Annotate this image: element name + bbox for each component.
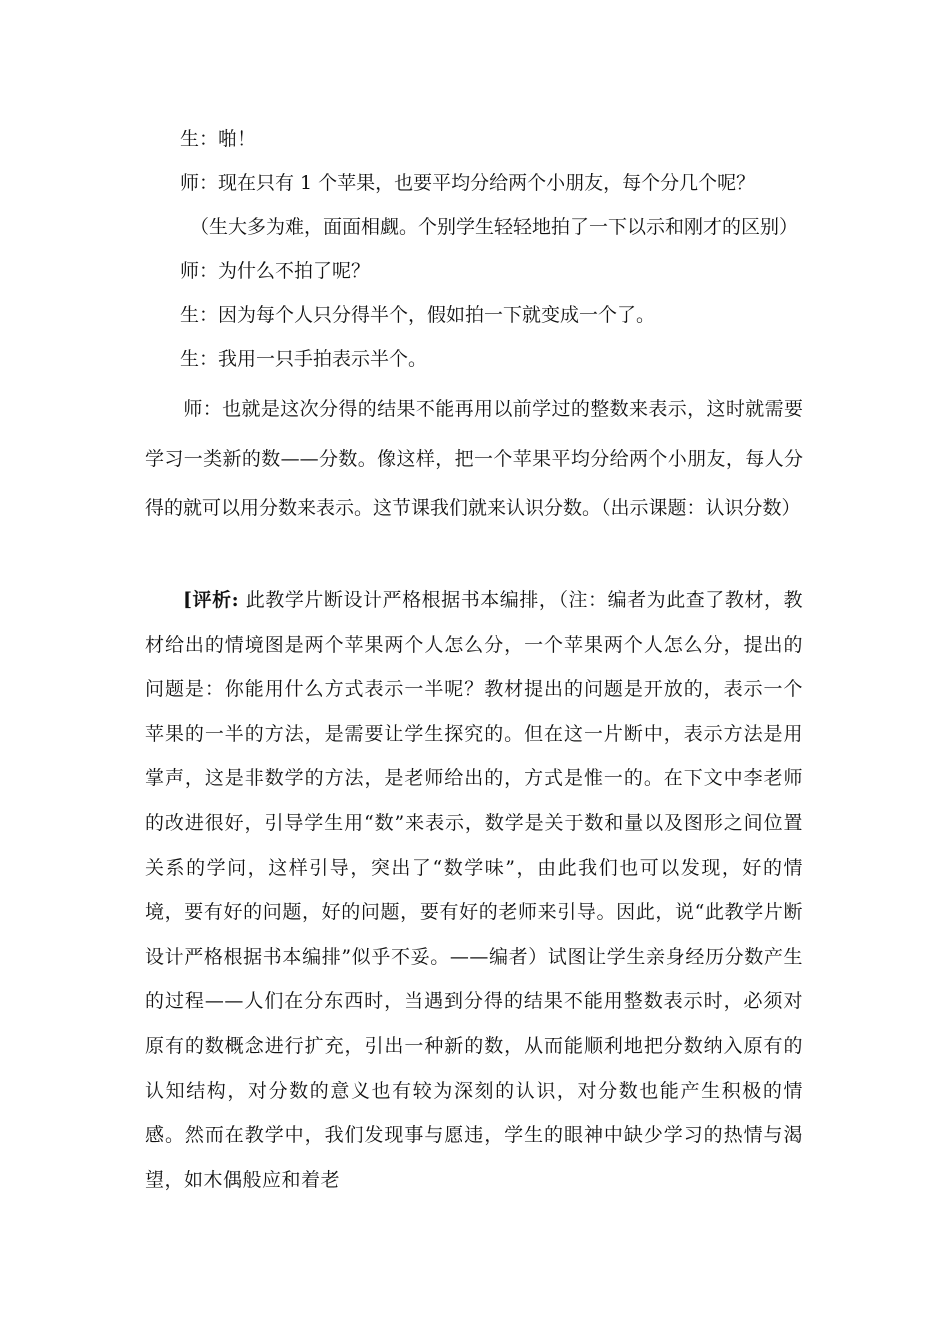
dialogue-line-teacher-question: 师：现在只有 1 个苹果，也要平均分给两个小朋友，每个分几个呢？ bbox=[180, 172, 756, 194]
teacher-paragraph-text: 师：也就是这次分得的结果不能再用以前学过的整数来表示，这时就需要学习一类新的数——分数。像这样，把一个苹果平均分给两个小朋友，每人分得的就可以用分数来表示。这节课我们就来认识分数。（出示课题：认识分数） bbox=[145, 398, 803, 520]
dialogue-line-student-clap: 生：啪！ bbox=[180, 128, 257, 150]
dialogue-line-teacher-why: 师：为什么不拍了呢？ bbox=[180, 260, 371, 282]
comment-label: [评析: bbox=[183, 589, 240, 611]
comment-text: 此教学片断设计严格根据书本编排，（注：编者为此查了教材，教材给出的情境图是两个苹果两个人怎么分，一个苹果两个人怎么分，提出的问题是：你能用什么方式表示一半呢？教材提出的问题是开放的，表示一个苹果的一半的方法，是需要让学生探究的。但在这一片断中，表示方法是用掌声，这是非数学的方法，是老师给出的，方式是惟一的。在下文中李老师的改进很好，引导学生用“数”来表示，数学是关于数和量以及图形之间位置关系的学问，这样引导，突出了“数学味”，由此我们也可以发现，好的情境，要有好的问题，好的问题，要有好的老师来引导。因此，说“此教学片断设计严格根据书本编排”似乎不妥。——编者）试图让学生亲身经历分数产生的过程——人们在分东西时，当遇到分得的结果不能用整数表示时，必须对原有的数概念进行扩充，引出一种新的数，从而能顺利地把分数纳入原有的认知结构，对分数的意义也有较为深刻的认识，对分数也能产生积极的情感。然而在教学中，我们发现事与愿违，学生的眼神中缺少学习的热情与渴望，如木偶般应和着老 bbox=[145, 589, 803, 1191]
teacher-paragraph bbox=[145, 385, 803, 534]
dialogue-line-student-one-hand: 生：我用一只手拍表示半个。 bbox=[180, 348, 428, 370]
dialogue-line-student-half: 生：因为每个人只分得半个，假如拍一下就变成一个了。 bbox=[180, 304, 656, 326]
comment-paragraph bbox=[145, 578, 803, 1202]
stage-direction: （生大多为难，面面相觑。个别学生轻轻地拍了一下以示和刚才的区别） bbox=[190, 216, 799, 238]
